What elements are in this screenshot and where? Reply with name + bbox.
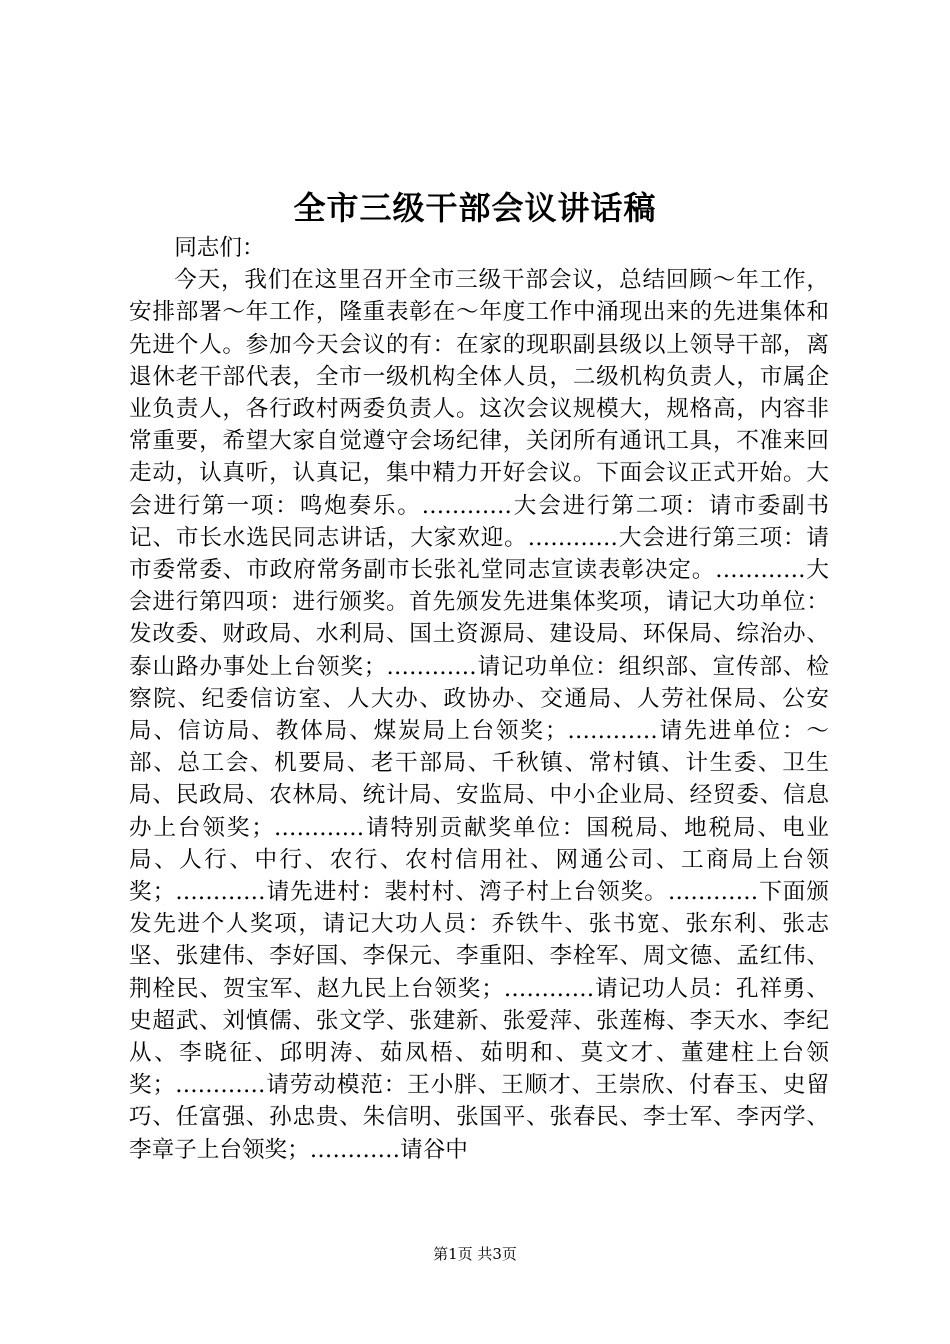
body-paragraph: 今天，我们在这里召开全市三级干部会议，总结回顾～年工作，安排部署～年工作，隆重表彰在～年度工作中涌现出来的先进集体和先进个人。参加今天会议的有：在家的现职副县级以上领导干部，离退休老干部代表，全市一级机构全体人员，二级机构负责人，市属企业负责人，各行政村两委负责人。这次会议规模大，规格高，内容非常重要，希望大家自觉遵守会场纪律，关闭所有通讯工具，不准来回走动，认真听，认真记，集中精力开好会议。下面会议正式开始。大会进行第一项：鸣炮奏乐。…………大会进行第二项：请市委副书记、市长水选民同志讲话，大家欢迎。…………大会进行第三项：请市委常委、市政府常务副市长张礼堂同志宣读表彰决定。…………大会进行第四项：进行颁奖。首先颁发先进集体奖项，请记大功单位：发改委、财政局、水利局、国土资源局、建设局、环保局、综治办、泰山路办事处上台领奖；…………请记功单位：组织部、宣传部、检察院、纪委信访室、人大办、政协办、交通局、人劳社保局、公安局、信访局、教体局、煤炭局上台领奖；…………请先进单位：～部、总工会、机要局、老干部局、千秋镇、常村镇、计生委、卫生局、民政局、农林局、统计局、安监局、中小企业局、经贸委、信息办上台领奖；…………请特别贡献奖单位：国税局、地税局、电业局、人行、中行、农行、农村信用社、网通公司、工商局上台领奖；…………请先进村：裴村村、湾子村上台领奖。…………下面颁发先进个人奖项，请记大功人员：乔铁牛、张书宽、张东利、张志坚、张建伟、李好国、李保元、李重阳、李栓军、周文德、孟红伟、荆栓民、贺宝军、赵九民上台领奖；…………请记功人员：孔祥勇、史超武、刘慎儒、张文学、张建新、张爱萍、张莲梅、李天水、李纪从、李晓征、邱明涛、茹凤梧、茹明和、莫文才、董建柱上台领奖；…………请劳动模范：王小胖、王顺才、王崇欣、付春玉、史留巧、任富强、孙忠贵、朱信明、张国平、张春民、李士军、李丙学、李章子上台领奖；…………请谷中 <box>129 267 829 1163</box>
document-body <box>129 232 829 1166</box>
page-number-footer: 第1页 共3页 <box>433 1245 517 1263</box>
salutation: 同志们： <box>174 235 265 261</box>
document-title: 全市三级干部会议讲话稿 <box>293 189 657 227</box>
